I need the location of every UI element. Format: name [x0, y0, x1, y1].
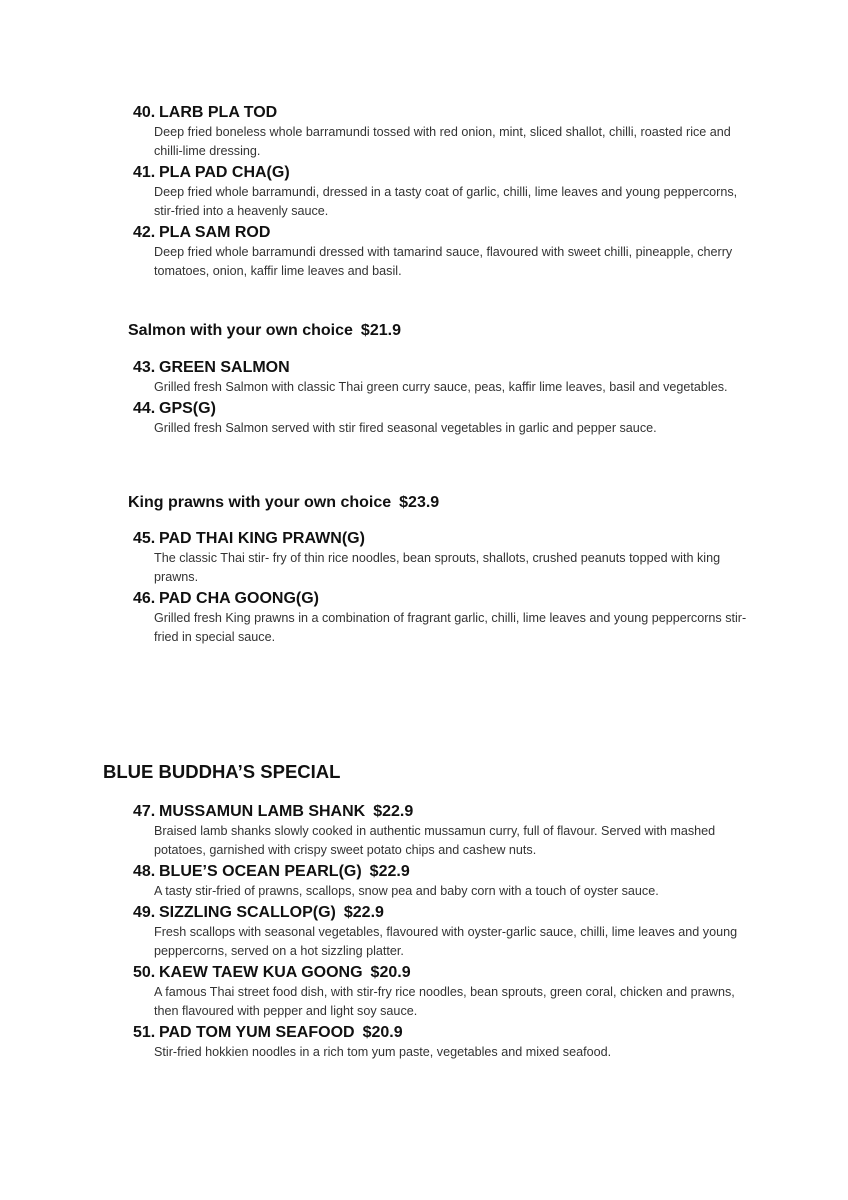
menu-item-number: 48.	[133, 863, 156, 880]
menu-item	[0, 802, 848, 862]
menu-item-name: PAD CHA GOONG(G)	[159, 590, 319, 607]
menu-item	[0, 163, 848, 223]
menu-item-name: KAEW TAEW KUA GOONG	[159, 964, 363, 981]
section-title: Salmon with your own choice	[128, 322, 353, 339]
menu-item-title	[133, 1023, 848, 1043]
special-items-list	[0, 802, 848, 1064]
menu-item-title	[133, 399, 848, 419]
menu-item-name: BLUE’S OCEAN PEARL(G)	[159, 863, 362, 880]
menu-item	[0, 358, 848, 399]
section-price: $23.9	[399, 494, 440, 511]
menu-item-description: Grilled fresh Salmon with classic Thai green curry sauce, peas, kaffir lime leaves, basil and vegetables.	[154, 380, 728, 394]
menu-item-number: 43.	[133, 359, 156, 376]
menu-item-number: 42.	[133, 224, 156, 241]
menu-item-number: 41.	[133, 164, 156, 181]
menu-item-description: A tasty stir-fried of prawns, scallops, snow pea and baby corn with a touch of oyster sauce.	[154, 884, 659, 898]
menu-item-description: Braised lamb shanks slowly cooked in authentic mussamun curry, full of flavour. Served with mashed potatoes, garnished with crispy sweet potato chips and cashew nuts.	[154, 824, 716, 857]
menu-item-title	[133, 223, 848, 243]
salmon-section-heading	[128, 321, 401, 341]
menu-item-number: 40.	[133, 104, 156, 121]
menu-item-price: $20.9	[362, 1024, 403, 1041]
salmon-items-list	[0, 358, 848, 440]
menu-item	[0, 103, 848, 163]
menu-item-description: A famous Thai street food dish, with stir-fry rice noodles, bean sprouts, green coral, chicken and prawns, then flavoured with pepper and light soy sauce.	[154, 985, 735, 1018]
menu-item	[0, 223, 848, 283]
menu-item-name: SIZZLING SCALLOP(G)	[159, 904, 336, 921]
menu-item	[0, 862, 848, 903]
menu-item-description: Deep fried boneless whole barramundi tossed with red onion, mint, sliced shallot, chilli, roasted rice and chilli-lime dressing.	[154, 125, 731, 158]
menu-item-title	[133, 163, 848, 183]
menu-item	[0, 399, 848, 440]
prawn-section-heading	[128, 493, 439, 513]
menu-item-description: Fresh scallops with seasonal vegetables, flavoured with oyster-garlic sauce, chilli, lime leaves and young peppercorns, served on a hot sizzling platter.	[154, 925, 738, 958]
menu-item-name: GPS(G)	[159, 400, 216, 417]
section-price: $21.9	[360, 322, 401, 339]
menu-item	[0, 529, 848, 589]
menu-item	[0, 589, 848, 649]
menu-item-price: $22.9	[343, 904, 384, 921]
menu-item-title	[133, 103, 848, 123]
menu-item-number: 50.	[133, 964, 156, 981]
menu-item-number: 51.	[133, 1024, 156, 1041]
menu-item-number: 45.	[133, 530, 156, 547]
section-title: King prawns with your own choice	[128, 494, 392, 511]
menu-item-price: $22.9	[373, 803, 414, 820]
menu-item-title	[133, 589, 848, 609]
menu-item-number: 44.	[133, 400, 156, 417]
menu-item-description: Grilled fresh King prawns in a combination of fragrant garlic, chilli, lime leaves and young peppercorns stir-fried in special sauce.	[154, 611, 747, 644]
menu-item	[0, 963, 848, 1023]
menu-item-price: $22.9	[369, 863, 410, 880]
menu-item-name: GREEN SALMON	[159, 359, 290, 376]
menu-item-title	[133, 529, 848, 549]
menu-item-number: 49.	[133, 904, 156, 921]
menu-item-name: PLA SAM ROD	[159, 224, 271, 241]
menu-item-name: MUSSAMUN LAMB SHANK	[159, 803, 366, 820]
menu-item-name: PAD TOM YUM SEAFOOD	[159, 1024, 355, 1041]
menu-item-name: LARB PLA TOD	[159, 104, 278, 121]
menu-item	[0, 903, 848, 963]
menu-item-title	[133, 963, 848, 983]
menu-item-price: $20.9	[370, 964, 411, 981]
menu-item-description: The classic Thai stir- fry of thin rice noodles, bean sprouts, shallots, crushed peanuts topped with king prawns.	[154, 551, 721, 584]
menu-item-title	[133, 358, 848, 378]
menu-item-number: 46.	[133, 590, 156, 607]
menu-item-number: 47.	[133, 803, 156, 820]
menu-item-name: PLA PAD CHA(G)	[159, 164, 290, 181]
menu-item-name: PAD THAI KING PRAWN(G)	[159, 530, 365, 547]
menu-item-title	[133, 903, 848, 923]
menu-item-title	[133, 802, 848, 822]
menu-item-description: Grilled fresh Salmon served with stir fired seasonal vegetables in garlic and pepper sauce.	[154, 421, 657, 435]
menu-item-description: Stir-fried hokkien noodles in a rich tom yum paste, vegetables and mixed seafood.	[154, 1045, 612, 1059]
prawn-items-list	[0, 529, 848, 649]
menu-item-description: Deep fried whole barramundi, dressed in a tasty coat of garlic, chilli, lime leaves and young peppercorns, stir-fried into a heavenly sauce.	[154, 185, 738, 218]
menu-item-title	[133, 862, 848, 882]
fish-items-list	[0, 103, 848, 283]
menu-item-description: Deep fried whole barramundi dressed with tamarind sauce, flavoured with sweet chilli, pineapple, cherry tomatoes, onion, kaffir lime leaves and basil.	[154, 245, 733, 278]
menu-item	[0, 1023, 848, 1064]
special-section-heading: BLUE BUDDHA’S SPECIAL	[103, 761, 341, 782]
